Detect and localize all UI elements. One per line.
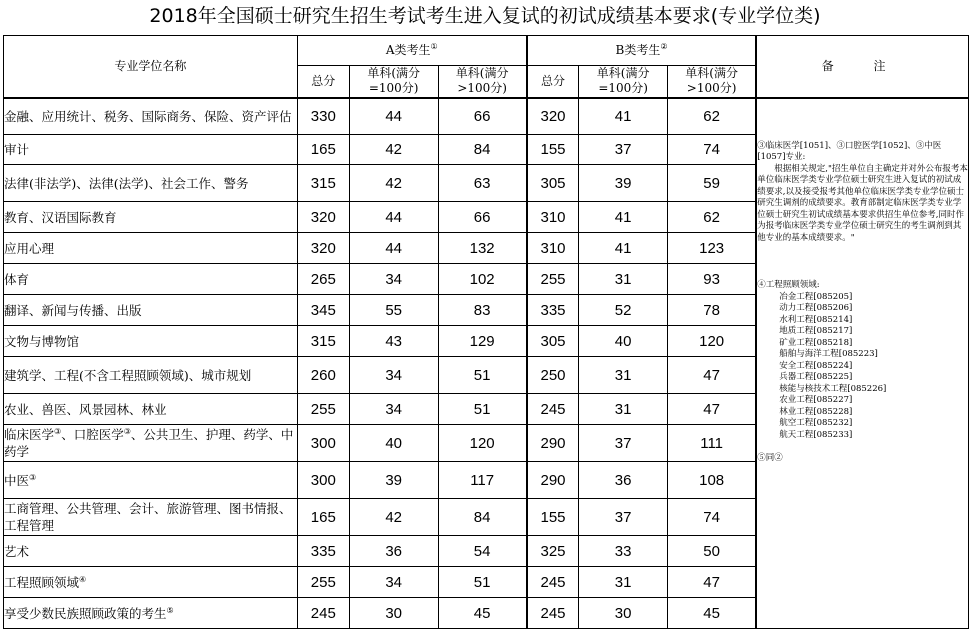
note-minority: ⑤同② [757,453,783,463]
score-b-singleover: 47 [668,394,757,425]
note-clinical-head: ③临床医学[1051]、③口腔医学[1052]、③中医[1057]专业: [757,140,942,162]
major-name-cell: 文物与博物馆 [4,326,298,357]
note-engineering [757,280,968,441]
score-b-single100: 31 [579,394,668,425]
major-name-cell: 工程照顾领域④ [4,567,298,598]
score-a-singleover: 51 [438,567,527,598]
score-b-singleover: 50 [668,536,757,567]
major-name-cell: 建筑学、工程(不含工程照顾领域)、城市规划 [4,357,298,394]
score-b-single100: 37 [579,425,668,462]
engineering-field-item: 地质工程[085217] [779,326,853,336]
score-a-single100: 43 [349,326,438,357]
score-a-singleover: 84 [438,499,527,536]
engineering-field-item: 冶金工程[085205] [779,291,853,302]
score-b-singleover: 47 [668,357,757,394]
major-name-cell: 农业、兽医、风景园林、林业 [4,394,298,425]
score-a-single100: 34 [349,264,438,295]
score-a-total: 165 [297,499,349,536]
note-clinical-body: 根据相关规定,"招生单位自主确定并对外公布报考本单位临床医学类专业学位硕士研究生进入复试的初试成绩要求,以及接受报考其他单位临床医学类专业学位硕士研究生调剂的成绩要求。教育部制定临床医学类专业学位硕士研究生初试成绩基本要求供招生单位参考,同时作为报考临床医学类专业学位硕士研究生的考生调剂到其他专业的基本成绩要求。" [757,163,968,243]
score-a-singleover: 51 [438,357,527,394]
score-b-total: 245 [527,394,579,425]
major-name-cell: 体育 [4,264,298,295]
engineering-field-item: 林业工程[085228] [779,406,853,417]
score-b-single100: 52 [579,295,668,326]
score-a-singleover: 120 [438,425,527,462]
score-a-singleover: 63 [438,165,527,202]
score-a-total: 265 [297,264,349,295]
score-a-single100: 42 [349,499,438,536]
score-b-total: 290 [527,425,579,462]
engineering-field-item: 农业工程[085227] [779,395,853,405]
major-name-cell: 工商管理、公共管理、会计、旅游管理、图书情报、工程管理 [4,499,298,536]
note-engineering-head: ④工程照顾领域: [757,280,820,290]
score-b-singleover: 74 [668,499,757,536]
score-b-single100: 40 [579,326,668,357]
score-a-singleover: 84 [438,135,527,165]
score-b-singleover: 108 [668,462,757,499]
score-b-singleover: 120 [668,326,757,357]
score-a-single100: 44 [349,98,438,135]
engineering-field-item: 船舶与海洋工程[085223] [779,349,878,359]
score-b-singleover: 62 [668,202,757,233]
header-major-name: 专业学位名称 [4,36,298,98]
major-name-cell: 法律(非法学)、法律(法学)、社会工作、警务 [4,165,298,202]
score-b-singleover: 45 [668,598,757,629]
score-a-total: 300 [297,425,349,462]
major-name-cell: 中医③ [4,462,298,499]
score-b-total: 305 [527,326,579,357]
score-b-total: 320 [527,98,579,135]
major-name-cell: 应用心理 [4,233,298,264]
engineering-field-item: 安全工程[085224] [779,360,853,371]
major-name-cell: 翻译、新闻与传播、出版 [4,295,298,326]
score-b-total: 290 [527,462,579,499]
score-a-total: 345 [297,295,349,326]
score-a-single100: 39 [349,462,438,499]
score-a-singleover: 129 [438,326,527,357]
score-a-single100: 34 [349,357,438,394]
engineering-field-item: 航天工程[085233] [779,429,853,440]
score-b-total: 305 [527,165,579,202]
header-b-singleover: 单科(满分 >100分) [668,66,757,98]
remarks-cell [756,98,968,629]
score-b-total: 155 [527,499,579,536]
table-row [4,98,969,135]
score-a-singleover: 45 [438,598,527,629]
score-a-single100: 55 [349,295,438,326]
score-a-total: 255 [297,567,349,598]
score-b-total: 155 [527,135,579,165]
engineering-field-item: 水利工程[085214] [779,314,853,325]
score-b-single100: 33 [579,536,668,567]
score-a-total: 300 [297,462,349,499]
engineering-field-item: 矿业工程[085218] [779,337,853,348]
score-b-singleover: 47 [668,567,757,598]
score-a-total: 165 [297,135,349,165]
score-a-singleover: 51 [438,394,527,425]
score-a-single100: 34 [349,567,438,598]
score-a-singleover: 66 [438,202,527,233]
major-name-cell: 教育、汉语国际教育 [4,202,298,233]
engineering-field-item: 兵器工程[085225] [779,372,853,382]
score-a-total: 315 [297,326,349,357]
score-a-singleover: 83 [438,295,527,326]
score-a-single100: 44 [349,202,438,233]
score-b-total: 325 [527,536,579,567]
score-b-total: 245 [527,567,579,598]
score-a-total: 320 [297,233,349,264]
score-b-single100: 39 [579,165,668,202]
score-b-single100: 31 [579,357,668,394]
header-a-singleover: 单科(满分 >100分) [438,66,527,98]
engineering-field-item: 航空工程[085232] [779,418,853,428]
score-b-singleover: 78 [668,295,757,326]
score-a-total: 245 [297,598,349,629]
score-a-single100: 40 [349,425,438,462]
engineering-field-item: 动力工程[085206] [779,303,853,313]
note-clinical [757,141,968,245]
score-b-single100: 41 [579,233,668,264]
major-name-cell: 审计 [4,135,298,165]
header-a-total: 总分 [297,66,349,98]
score-a-total: 335 [297,536,349,567]
score-a-singleover: 54 [438,536,527,567]
major-name-cell: 金融、应用统计、税务、国际商务、保险、资产评估 [4,98,298,135]
score-a-total: 330 [297,98,349,135]
score-a-singleover: 102 [438,264,527,295]
major-name-cell: 临床医学③、口腔医学③、公共卫生、护理、药学、中药学 [4,425,298,462]
score-b-singleover: 123 [668,233,757,264]
header-group-a: A类考生① [297,36,526,66]
score-a-total: 320 [297,202,349,233]
score-b-single100: 31 [579,567,668,598]
score-table [3,35,969,629]
score-a-singleover: 132 [438,233,527,264]
page-title: 2018年全国硕士研究生招生考试考生进入复试的初试成绩基本要求(专业学位类) [149,5,821,27]
score-b-total: 335 [527,295,579,326]
score-a-single100: 34 [349,394,438,425]
score-b-single100: 41 [579,98,668,135]
score-a-total: 315 [297,165,349,202]
score-a-single100: 36 [349,536,438,567]
score-a-singleover: 117 [438,462,527,499]
header-group-b: B类考生② [527,36,756,66]
score-a-singleover: 66 [438,98,527,135]
header-a-single100: 单科(满分 =100分) [349,66,438,98]
score-b-singleover: 74 [668,135,757,165]
score-b-singleover: 111 [668,425,757,462]
score-b-single100: 37 [579,135,668,165]
score-a-single100: 42 [349,165,438,202]
score-b-total: 245 [527,598,579,629]
header-b-total: 总分 [527,66,579,98]
engineering-field-item: 核能与核技术工程[085226] [779,383,887,394]
score-a-total: 255 [297,394,349,425]
score-b-single100: 37 [579,499,668,536]
score-b-single100: 36 [579,462,668,499]
score-b-single100: 31 [579,264,668,295]
score-b-total: 310 [527,233,579,264]
header-remarks: 备 注 [756,36,968,98]
score-b-single100: 41 [579,202,668,233]
score-a-total: 260 [297,357,349,394]
major-name-cell: 艺术 [4,536,298,567]
header-b-single100: 单科(满分 =100分) [579,66,668,98]
score-a-single100: 30 [349,598,438,629]
score-b-singleover: 59 [668,165,757,202]
score-b-single100: 30 [579,598,668,629]
score-a-single100: 44 [349,233,438,264]
major-name-cell: 享受少数民族照顾政策的考生⑤ [4,598,298,629]
score-b-total: 250 [527,357,579,394]
score-b-singleover: 93 [668,264,757,295]
score-b-total: 310 [527,202,579,233]
score-b-singleover: 62 [668,98,757,135]
score-b-total: 255 [527,264,579,295]
score-a-single100: 42 [349,135,438,165]
